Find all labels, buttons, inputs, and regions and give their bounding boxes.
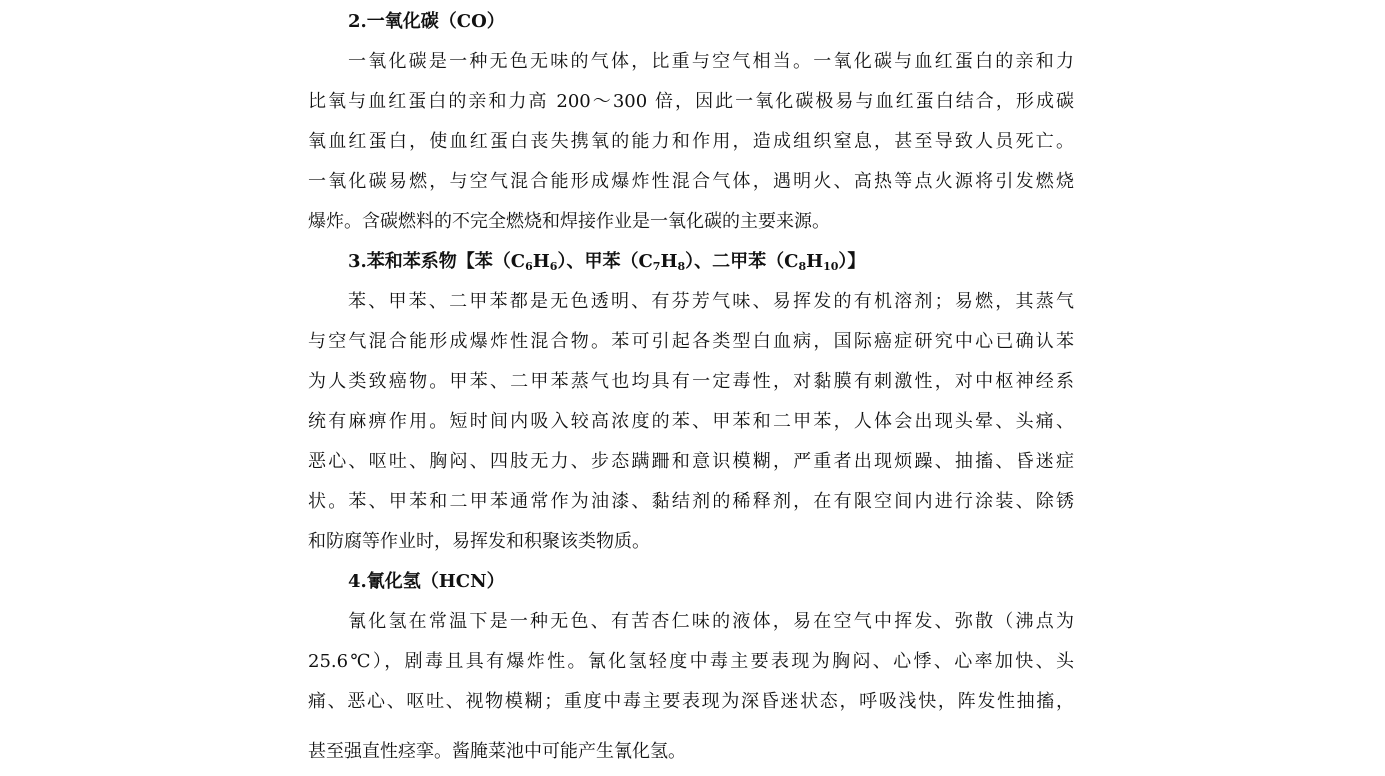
paragraph-benzene <box>308 282 1074 562</box>
paragraph-line: 统有麻痹作用。短时间内吸入较高浓度的苯、甲苯和二甲苯，人体会出现头晕、头痛、 <box>308 411 1074 432</box>
paragraph-line: 痛、恶心、呕吐、视物模糊；重度中毒主要表现为深昏迷状态，呼吸浅快，阵发性抽搐， <box>308 691 1074 712</box>
section-heading-co: 2.一氧化碳（CO） <box>348 11 505 32</box>
section-heading-hcn: 4.氰化氢（HCN） <box>348 571 505 592</box>
paragraph-line: 苯、甲苯、二甲苯都是无色透明、有芬芳气味、易挥发的有机溶剂；易燃，其蒸气 <box>348 291 1074 312</box>
paragraph-line: 一氧化碳是一种无色无味的气体，比重与空气相当。一氧化碳与血红蛋白的亲和力 <box>348 51 1074 72</box>
paragraph-line: 恶心、呕吐、胸闷、四肢无力、步态蹒跚和意识模糊，严重者出现烦躁、抽搐、昏迷症 <box>308 451 1074 472</box>
paragraph-line: 和防腐等作业时，易挥发和积聚该类物质。 <box>308 531 650 552</box>
paragraph-line: 氰化氢在常温下是一种无色、有苦杏仁味的液体，易在空气中挥发、弥散（沸点为 <box>348 611 1074 632</box>
paragraph-line: 比氧与血红蛋白的亲和力高 200～300 倍，因此一氧化碳极易与血红蛋白结合，形成碳 <box>308 91 1074 112</box>
paragraph-line: 与空气混合能形成爆炸性混合物。苯可引起各类型白血病，国际癌症研究中心已确认苯 <box>308 331 1074 352</box>
paragraph-co <box>308 42 1074 242</box>
paragraph-line: 25.6℃），剧毒且具有爆炸性。氰化氢轻度中毒主要表现为胸闷、心悸、心率加快、头 <box>308 651 1074 672</box>
paragraph-line: 状。苯、甲苯和二甲苯通常作为油漆、黏结剂的稀释剂，在有限空间内进行涂装、除锈 <box>308 491 1074 512</box>
section-heading-benzene: 3.苯和苯系物【苯$(C_6H_6)$、甲苯$(C_7H_8)$、二甲苯$(C_8H_{10})$】 <box>348 251 866 273</box>
paragraph-line: 氧血红蛋白，使血红蛋白丧失携氧的能力和作用，造成组织窒息，甚至导致人员死亡。 <box>308 131 1074 152</box>
paragraph-line: 甚至强直性痉挛。酱腌菜池中可能产生氰化氢。 <box>308 741 686 762</box>
document-page <box>308 0 1074 776</box>
paragraph-hcn <box>308 602 1074 772</box>
paragraph-line: 为人类致癌物。甲苯、二甲苯蒸气也均具有一定毒性，对黏膜有刺激性，对中枢神经系 <box>308 371 1074 392</box>
paragraph-line: 一氧化碳易燃，与空气混合能形成爆炸性混合气体，遇明火、高热等点火源将引发燃烧 <box>308 171 1074 192</box>
paragraph-line: 爆炸。含碳燃料的不完全燃烧和焊接作业是一氧化碳的主要来源。 <box>308 211 830 232</box>
